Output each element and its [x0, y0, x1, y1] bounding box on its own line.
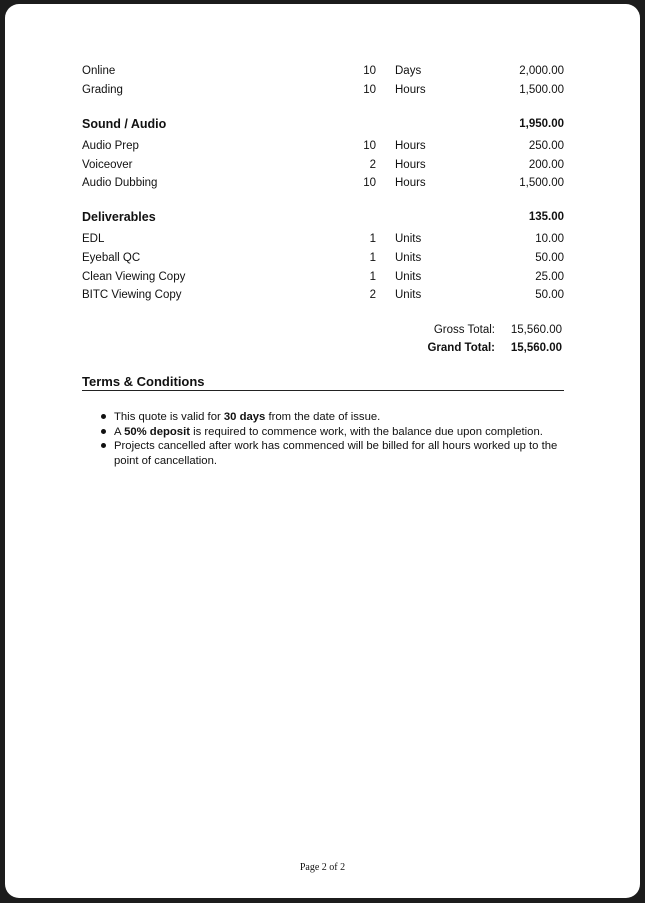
terms-text: is required to commence work, with the balance due upon completion.	[189, 425, 543, 438]
line-item	[82, 268, 564, 286]
item-amount: 25.00	[535, 271, 564, 283]
item-amount: 2,000.00	[519, 65, 564, 77]
item-unit: Hours	[395, 140, 426, 152]
grand-total-label: Grand Total:	[427, 342, 495, 354]
item-unit: Units	[395, 233, 422, 245]
line-item	[82, 286, 564, 304]
item-quantity: 10	[363, 140, 376, 152]
item-quantity: 2	[369, 159, 376, 171]
item-unit: Units	[395, 252, 422, 264]
terms-list	[82, 410, 564, 468]
line-item	[82, 62, 564, 80]
terms-text: A	[114, 425, 125, 438]
item-amount: 1,500.00	[519, 177, 564, 189]
bullet-icon	[101, 414, 106, 419]
item-amount: 1,500.00	[519, 84, 564, 96]
bullet-icon	[101, 429, 106, 434]
terms-emphasis: 50% deposit	[124, 425, 190, 438]
item-description: Grading	[82, 84, 123, 96]
item-description: Audio Dubbing	[82, 177, 158, 189]
item-amount: 200.00	[528, 159, 564, 171]
terms-text: This quote is valid for	[114, 411, 224, 423]
item-quantity: 10	[363, 65, 376, 77]
item-amount: 50.00	[535, 252, 564, 264]
item-description: Eyeball QC	[82, 252, 141, 264]
section-title: Sound / Audio	[82, 117, 167, 131]
section-total: 135.00	[528, 211, 564, 223]
line-item	[82, 230, 564, 248]
item-amount: 50.00	[535, 289, 564, 301]
terms-emphasis: 30 days	[223, 411, 266, 423]
item-quantity: 1	[369, 252, 376, 264]
item-description: EDL	[82, 233, 105, 245]
section-header-deliverables	[82, 207, 564, 227]
item-quantity: 10	[363, 84, 376, 96]
item-unit: Days	[395, 65, 422, 77]
section-header-sound-audio	[82, 114, 564, 134]
gross-total-label: Gross Total:	[433, 324, 495, 336]
terms-heading: Terms & Conditions	[82, 373, 564, 391]
item-unit: Hours	[395, 177, 426, 189]
item-quantity: 1	[369, 271, 376, 283]
section-title: Deliverables	[82, 210, 156, 224]
item-unit: Hours	[395, 84, 426, 96]
terms-text: Projects cancelled after work has commenced will be billed for all hours worked up to the point of cancellation.	[114, 440, 558, 467]
line-item	[82, 249, 564, 267]
grand-total-row	[82, 339, 564, 357]
item-unit: Units	[395, 289, 422, 301]
item-quantity: 2	[369, 289, 376, 301]
item-description: BITC Viewing Copy	[82, 289, 182, 301]
item-unit: Units	[395, 271, 422, 283]
item-description: Voiceover	[82, 159, 133, 171]
terms-text: from the date of issue.	[265, 411, 381, 423]
bullet-icon	[101, 443, 106, 448]
item-quantity: 10	[363, 177, 376, 189]
grand-total-value: 15,560.00	[510, 342, 562, 354]
terms-item	[82, 410, 564, 425]
line-item	[82, 156, 564, 174]
section-total: 1,950.00	[519, 118, 564, 130]
terms-item	[82, 425, 564, 440]
document-page	[5, 4, 640, 898]
gross-total-row	[82, 321, 564, 339]
item-description: Audio Prep	[82, 140, 139, 152]
page-number: Page 2 of 2	[299, 862, 346, 873]
item-amount: 250.00	[528, 140, 564, 152]
gross-total-value: 15,560.00	[510, 324, 562, 336]
item-amount: 10.00	[535, 233, 564, 245]
terms-item	[82, 439, 564, 468]
item-quantity: 1	[369, 233, 376, 245]
item-description: Online	[82, 65, 116, 77]
item-description: Clean Viewing Copy	[82, 271, 186, 283]
item-unit: Hours	[395, 159, 426, 171]
line-item	[82, 137, 564, 155]
line-item	[82, 81, 564, 99]
line-item	[82, 174, 564, 192]
